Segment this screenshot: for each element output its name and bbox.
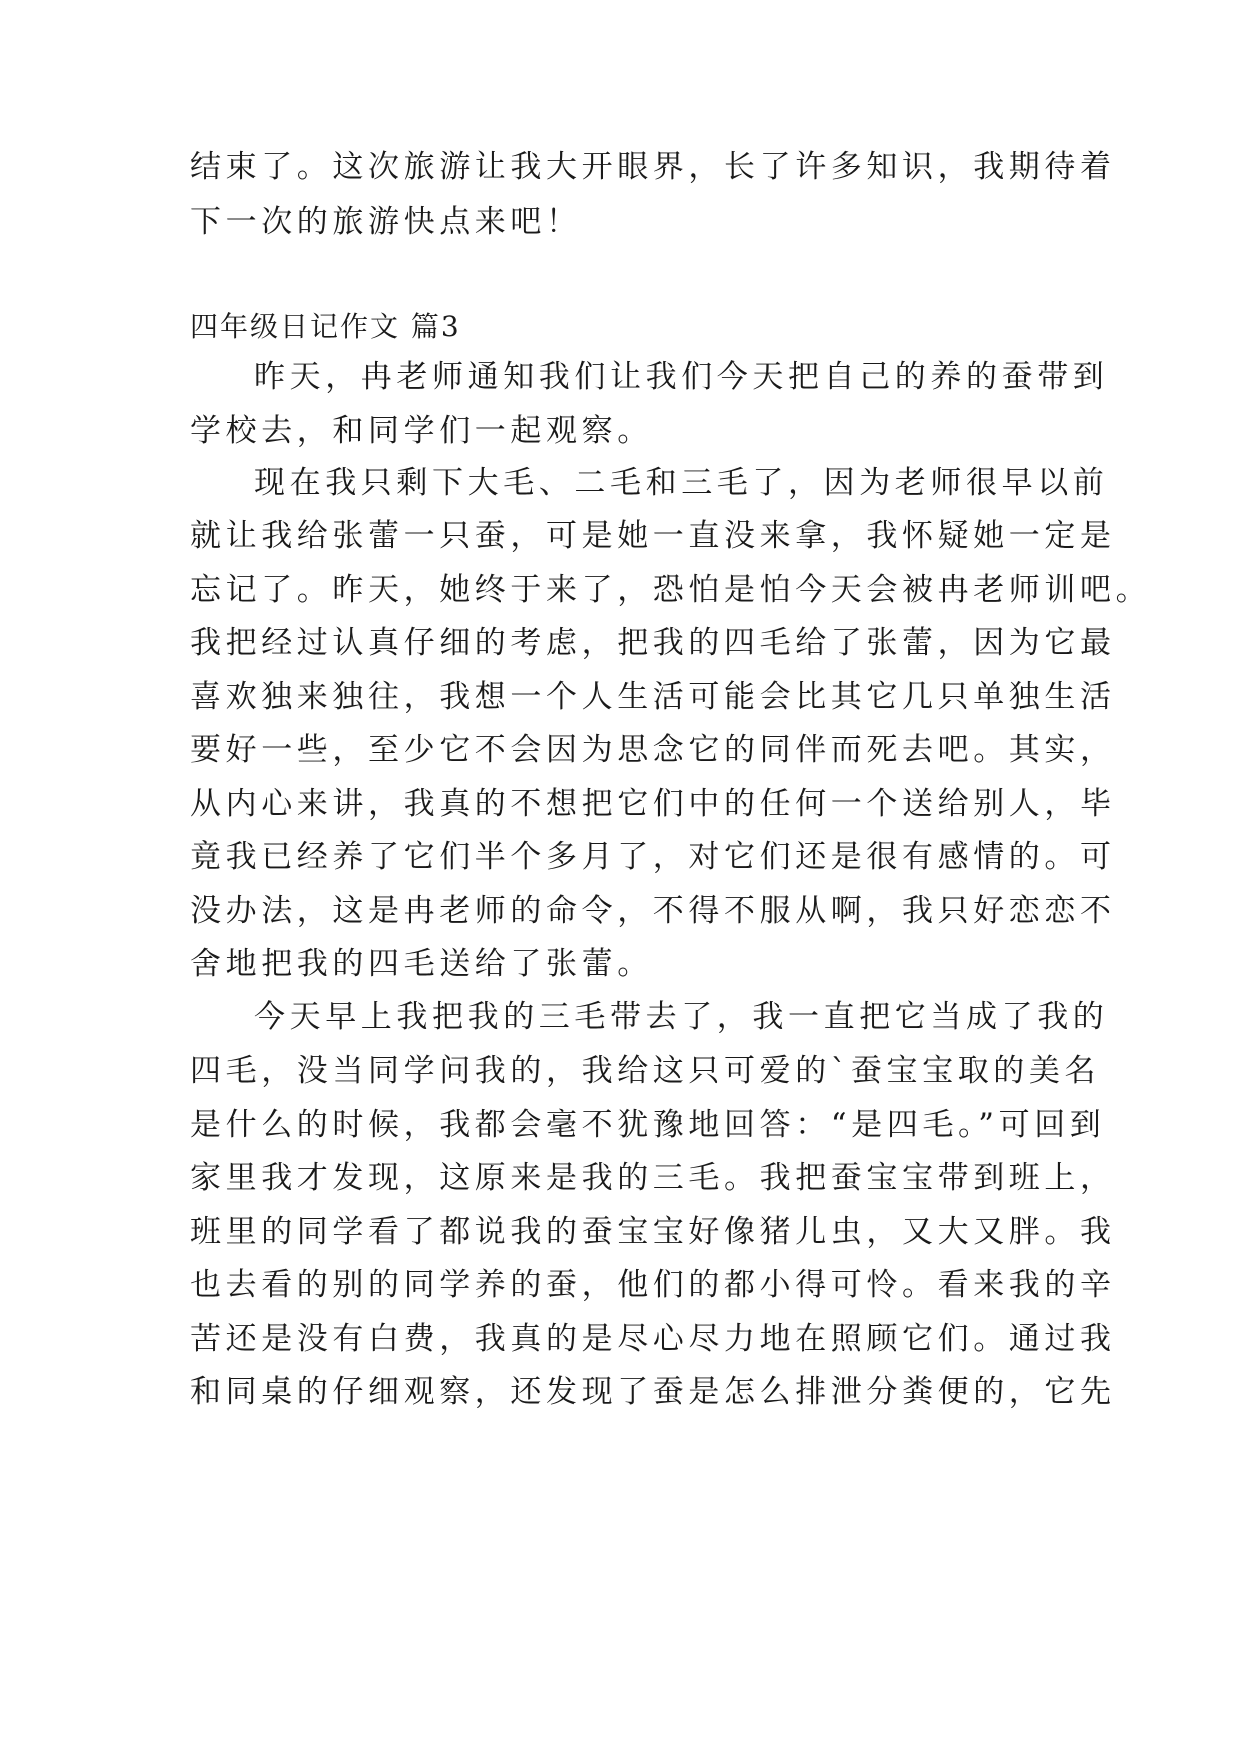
text-line: 也去看的别的同学养的蚕，他们的都小得可怜。看来我的辛 <box>190 1267 1116 1303</box>
paragraph-first-line: 现在我只剩下大毛、二毛和三毛了，因为老师很早以前 <box>254 465 1109 501</box>
text-line: 没办法，这是冉老师的命令，不得不服从啊，我只好恋恋不 <box>190 893 1116 929</box>
paragraph-first-line: 今天早上我把我的三毛带去了，我一直把它当成了我的 <box>254 999 1109 1035</box>
section-title: 四年级日记作文 篇3 <box>190 310 461 343</box>
text-line: 四毛，没当同学问我的，我给这只可爱的`蚕宝宝取的美名 <box>190 1053 1101 1089</box>
text-line: 竟我已经养了它们半个多月了，对它们还是很有感情的。可 <box>190 839 1116 875</box>
text-line: 喜欢独来独往，我想一个人生活可能会比其它几只单独生活 <box>190 679 1116 715</box>
text-line: 舍地把我的四毛送给了张蕾。 <box>190 946 653 982</box>
text-line: 结束了。这次旅游让我大开眼界，长了许多知识，我期待着 <box>190 149 1116 185</box>
text-line: 家里我才发现，这原来是我的三毛。我把蚕宝宝带到班上， <box>190 1160 1116 1196</box>
text-line: 班里的同学看了都说我的蚕宝宝好像猪儿虫，又大又胖。我 <box>190 1214 1116 1250</box>
text-line: 我把经过认真仔细的考虑，把我的四毛给了张蕾，因为它最 <box>190 625 1116 661</box>
text-line: 学校去，和同学们一起观察。 <box>190 413 653 449</box>
text-line: 是什么的时候，我都会毫不犹豫地回答：“是四毛。”可回到 <box>190 1107 1106 1143</box>
text-line: 忘记了。昨天，她终于来了，恐怕是怕今天会被冉老师训吧。 <box>190 572 1152 608</box>
paragraph-first-line: 昨天，冉老师通知我们让我们今天把自己的养的蚕带到 <box>254 359 1109 395</box>
text-line: 要好一些，至少它不会因为思念它的同伴而死去吧。其实， <box>190 732 1116 768</box>
text-line: 苦还是没有白费，我真的是尽心尽力地在照顾它们。通过我 <box>190 1321 1116 1357</box>
text-line: 就让我给张蕾一只蚕，可是她一直没来拿，我怀疑她一定是 <box>190 518 1116 554</box>
text-line: 下一次的旅游快点来吧！ <box>190 204 582 240</box>
text-line: 从内心来讲，我真的不想把它们中的任何一个送给别人，毕 <box>190 786 1116 822</box>
text-line: 和同桌的仔细观察，还发现了蚕是怎么排泄分粪便的，它先 <box>190 1374 1116 1410</box>
